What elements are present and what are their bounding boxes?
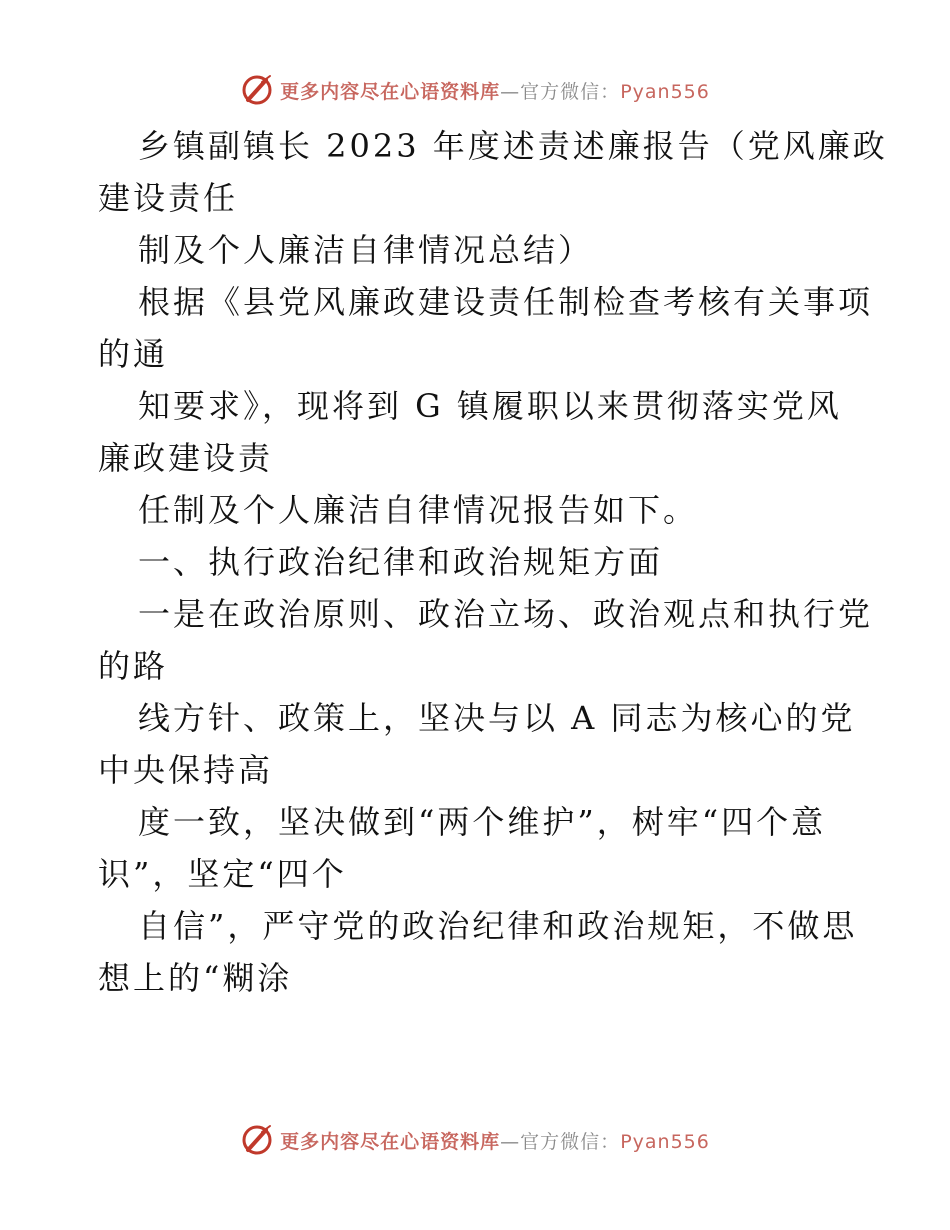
watermark-header	[0, 70, 950, 110]
text-line: 自信”，严守党的政治纪律和政治规矩，不做思	[138, 907, 858, 945]
brush-logo-icon	[240, 1123, 274, 1157]
text-line: 任制及个人廉洁自律情况报告如下。	[138, 491, 699, 529]
text-line: 廉政建设责	[98, 439, 274, 477]
text-line: 度一致，坚决做到“两个维护”，树牢“四个意	[138, 803, 827, 841]
text-line: 制及个人廉洁自律情况总结）	[138, 231, 594, 269]
document-body	[98, 120, 888, 1004]
text-line: 线方针、政策上，坚决与以 A 同志为核心的党	[138, 699, 856, 737]
text-line: 一、执行政治纪律和政治规矩方面	[138, 543, 664, 581]
watermark-footer	[0, 1120, 950, 1160]
text-line: 一是在政治原则、政治立场、政治观点和执行党	[138, 595, 874, 633]
text-line: 的路	[98, 647, 169, 685]
text-line: 乡镇副镇长 2023 年度述责述廉报告（党风廉政	[138, 127, 888, 165]
text-line: 中央保持高	[98, 751, 274, 789]
watermark-text: 更多内容尽在心语资料库—官方微信：Pyan556	[280, 1130, 710, 1153]
watermark-text: 更多内容尽在心语资料库—官方微信：Pyan556	[280, 80, 710, 103]
text-line: 建设责任	[98, 179, 239, 217]
text-line: 识”，坚定“四个	[98, 855, 347, 893]
text-line: 知要求》，现将到 G 镇履职以来贯彻落实党风	[138, 387, 842, 425]
text-line: 的通	[98, 335, 169, 373]
text-line: 想上的“糊涂	[98, 959, 293, 997]
brush-logo-icon	[240, 73, 274, 107]
text-line: 根据《县党风廉政建设责任制检查考核有关事项	[138, 283, 874, 321]
